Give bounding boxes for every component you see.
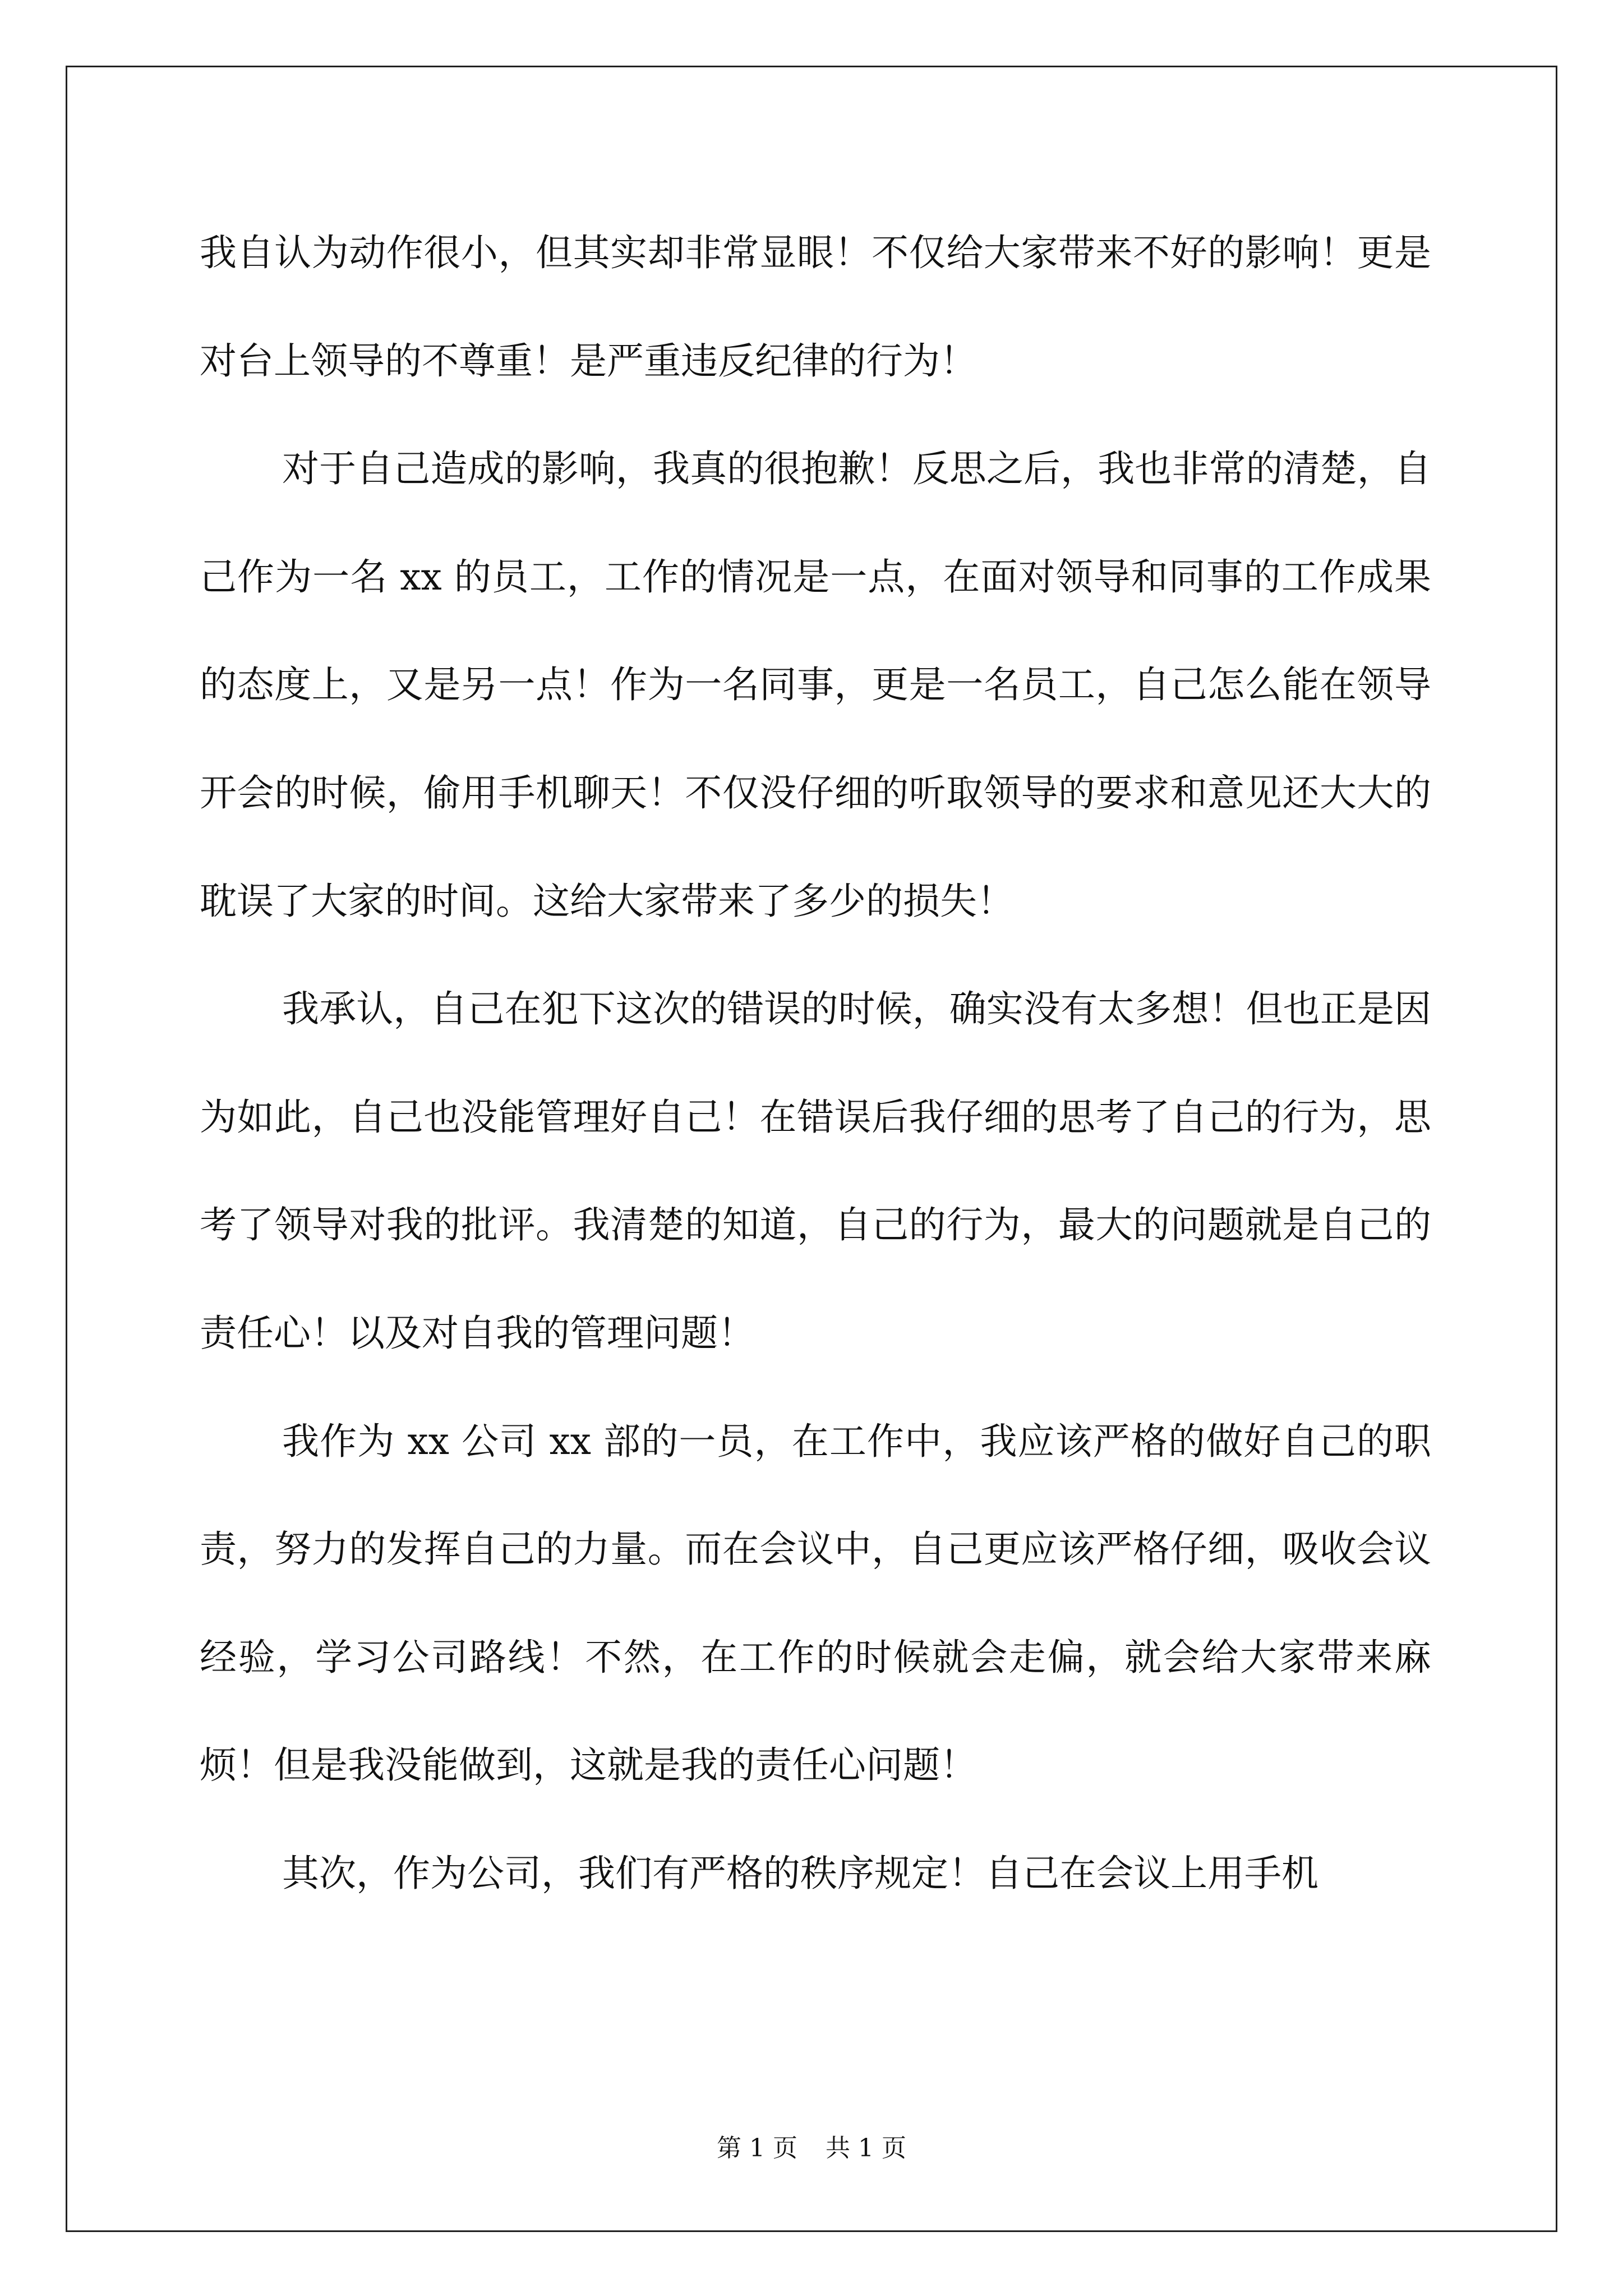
paragraph-2: 对于自己造成的影响，我真的很抱歉！反思之后，我也非常的清楚，自己作为一名 xx 的员工，工作的情况是一点，在面对领导和同事的工作成果的态度上，又是另一点！作为一名同事，更是一名员工，自己怎么能在领导开会的时候，偷用手机聊天！不仅没仔细的听取领导的要求和意见还大大的耽误了大家的时间。这给大家带来了多少的损失！ (200, 447, 1431, 923)
paragraph-3: 我承认，自己在犯下这次的错误的时候，确实没有太多想！但也正是因为如此，自己也没能管理好自己！在错误后我仔细的思考了自己的行为，思考了领导对我的批评。我清楚的知道，自己的行为，最大的问题就是自己的责任心！以及对自我的管理问题！ (200, 987, 1431, 1355)
paragraph-5: 其次，作为公司，我们有严格的秩序规定！自己在会议上用手机 (282, 1851, 1318, 1895)
page-number: 第 1 页 (717, 2134, 797, 2162)
page-footer (0, 2132, 1623, 2165)
paragraph-4: 我作为 xx 公司 xx 部的一员，在工作中，我应该严格的做好自己的职责，努力的发挥自己的力量。而在会议中，自己更应该严格仔细，吸收会议经验，学习公司路线！不然，在工作的时候就会走偏，就会给大家带来麻烦！但是我没能做到，这就是我的责任心问题！ (200, 1419, 1431, 1787)
page-total: 共 1 页 (826, 2134, 906, 2162)
document-body (200, 199, 1431, 1928)
paragraph-1: 我自认为动作很小，但其实却非常显眼！不仅给大家带来不好的影响！更是对台上领导的不尊重！是严重违反纪律的行为！ (200, 231, 1431, 383)
